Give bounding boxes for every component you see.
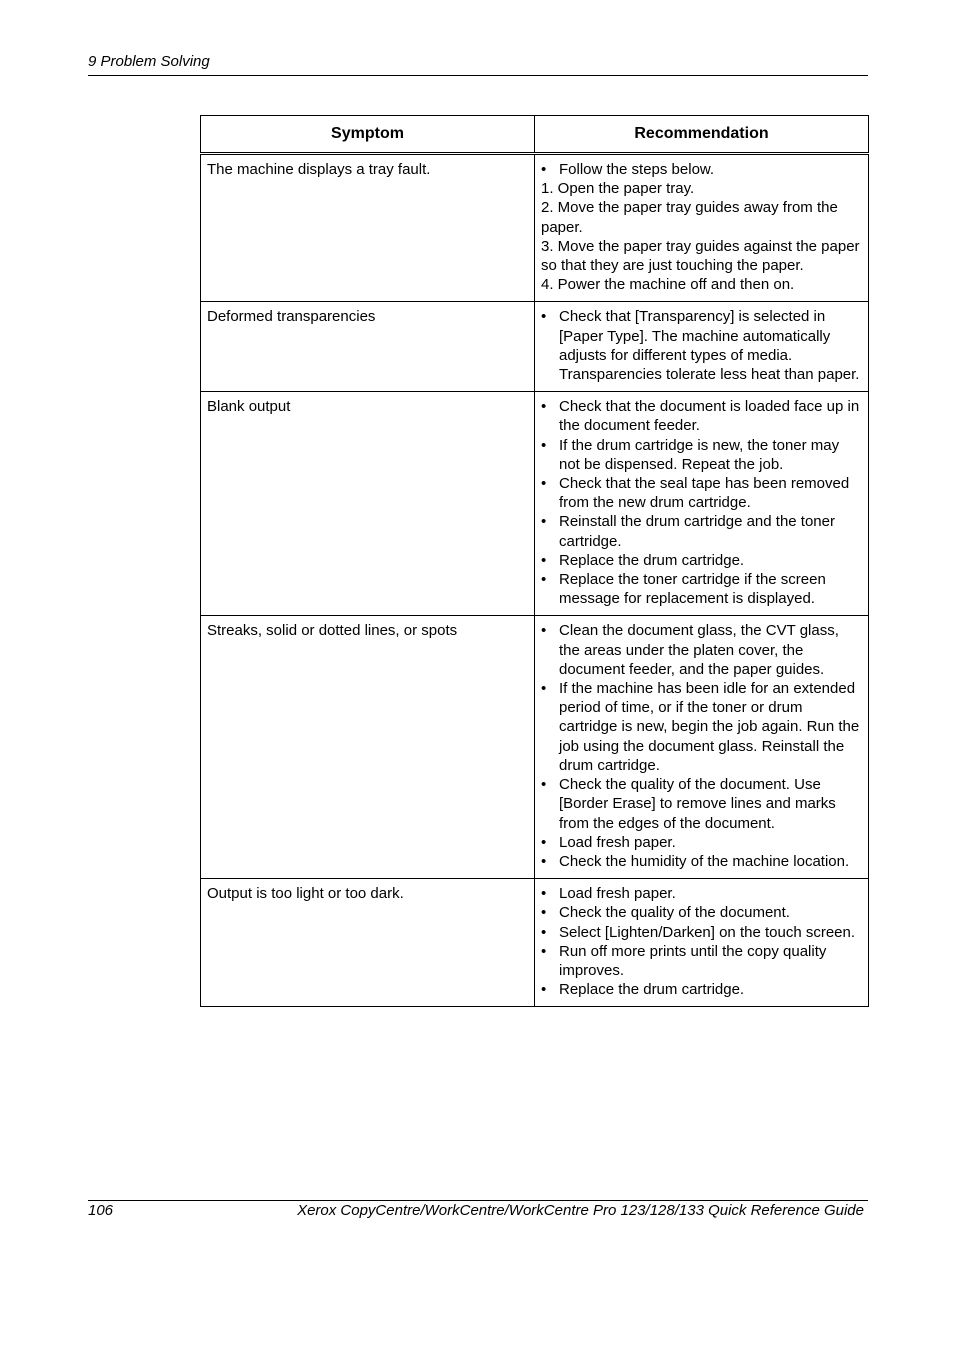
bullet-icon: • [541,436,547,454]
recommendation-text: Check the humidity of the machine location. [559,852,850,870]
recommendation-item [541,833,862,852]
recommendation-item [541,923,862,942]
bullet-icon: • [541,885,547,903]
bullet-icon: • [541,571,547,589]
recommendation-item [541,307,862,384]
table-row [201,154,869,302]
bullet-icon: • [541,904,547,922]
symptom-cell: The machine displays a tray fault. [201,154,535,302]
bullet-icon: • [541,776,547,794]
recommendation-text: Load fresh paper. [559,885,676,903]
bullet-icon: • [541,308,547,326]
recommendation-item [541,980,862,999]
symptom-cell: Deformed transparencies [201,302,535,392]
recommendation-text: Replace the drum cartridge. [559,981,745,999]
recommendation-list [541,307,862,384]
recommendation-item [541,775,862,833]
recommendation-text: Replace the toner cartridge if the screen message for replacement is displayed. [559,571,826,608]
bullet-icon: • [541,475,547,493]
recommendation-item [541,512,862,550]
procedure-step: 1. Open the paper tray. [541,180,695,198]
bullet-icon: • [541,161,547,178]
bullet-icon: • [541,923,547,941]
recommendation-text: If the drum cartridge is new, the toner may not be dispensed. Repeat the job. [559,436,840,473]
recommendation-list [541,621,862,871]
symptom-column-header: Symptom [201,116,535,154]
recommendation-cell [535,154,869,302]
recommendation-text: Clean the document glass, the CVT glass, the areas under the platen cover, the document feeder, and the paper guides. [559,622,839,678]
table-header-row [201,116,869,154]
running-head-chapter: 9 Problem Solving [88,53,210,70]
troubleshooting-table [200,115,869,1007]
recommendation-text: Check the quality of the document. [559,904,790,922]
table-row [201,392,869,616]
recommendation-text: Reinstall the drum cartridge and the toner cartridge. [559,513,835,550]
bullet-icon: • [541,551,547,569]
recommendation-item [541,570,862,608]
bullet-icon: • [541,833,547,851]
symptom-cell: Streaks, solid or dotted lines, or spots [201,616,535,879]
bullet-icon: • [541,852,547,870]
recommendation-text: If the machine has been idle for an extended period of time, or if the toner or drum cartridge is new, begin the job again. Run the job using the document glass. Reinstall the drum cartridge. [559,680,860,774]
recommendation-item [541,551,862,570]
recommendation-text: Load fresh paper. [559,833,676,851]
recommendation-item [541,621,862,679]
bullet-icon: • [541,942,547,960]
recommendation-item [541,903,862,922]
header-rule [88,75,868,76]
recommendation-list [541,397,862,608]
recommendation-cell [535,302,869,392]
recommendation-column-header: Recommendation [535,116,869,154]
bullet-icon: • [541,513,547,531]
guide-title: Xerox CopyCentre/WorkCentre/WorkCentre Pro 123/128/133 Quick Reference Guide [297,1202,864,1219]
recommendation-item [541,679,862,775]
symptom-cell: Output is too light or too dark. [201,879,535,1007]
recommendation-cell [535,392,869,616]
page-number: 106 [88,1202,114,1219]
table-row [201,879,869,1007]
recommendation-item [541,397,862,435]
recommendation-text: Run off more prints until the copy quality improves. [559,942,827,979]
recommendation-list [541,884,862,999]
recommendation-text: Check that [Transparency] is selected in [Paper Type]. The machine automatically adjusts for different types of media. Transparencies tolerate less heat than paper. [559,308,860,384]
bullet-icon: • [541,680,547,698]
recommendation-item [541,160,862,179]
recommendation-text: Check the quality of the document. Use [Border Erase] to remove lines and marks from the edges of the document. [559,776,836,832]
bullet-icon: • [541,398,547,416]
recommendation-item [541,852,862,871]
recommendation-item [541,942,862,980]
recommendation-text: Replace the drum cartridge. [559,551,745,569]
procedure-step: 2. Move the paper tray guides away from the paper. [541,199,838,236]
recommendation-text: Follow the steps below. [559,161,715,178]
table-row [201,302,869,392]
footer-rule [88,1200,868,1201]
procedure-step: 4. Power the machine off and then on. [541,276,795,294]
recommendation-text: Check that the document is loaded face up in the document feeder. [559,398,860,435]
bullet-icon: • [541,981,547,999]
bullet-icon: • [541,622,547,640]
recommendation-cell [535,879,869,1007]
recommendation-list [541,160,862,179]
recommendation-text: Select [Lighten/Darken] on the touch screen. [559,923,856,941]
recommendation-item [541,884,862,903]
recommendation-item [541,474,862,512]
table-row [201,616,869,879]
symptom-cell: Blank output [201,392,535,616]
recommendation-text: Check that the seal tape has been removed from the new drum cartridge. [559,475,850,512]
recommendation-cell [535,616,869,879]
recommendation-item [541,436,862,474]
procedure-step: 3. Move the paper tray guides against the paper so that they are just touching the paper. [541,237,860,275]
table-body [201,154,869,1007]
